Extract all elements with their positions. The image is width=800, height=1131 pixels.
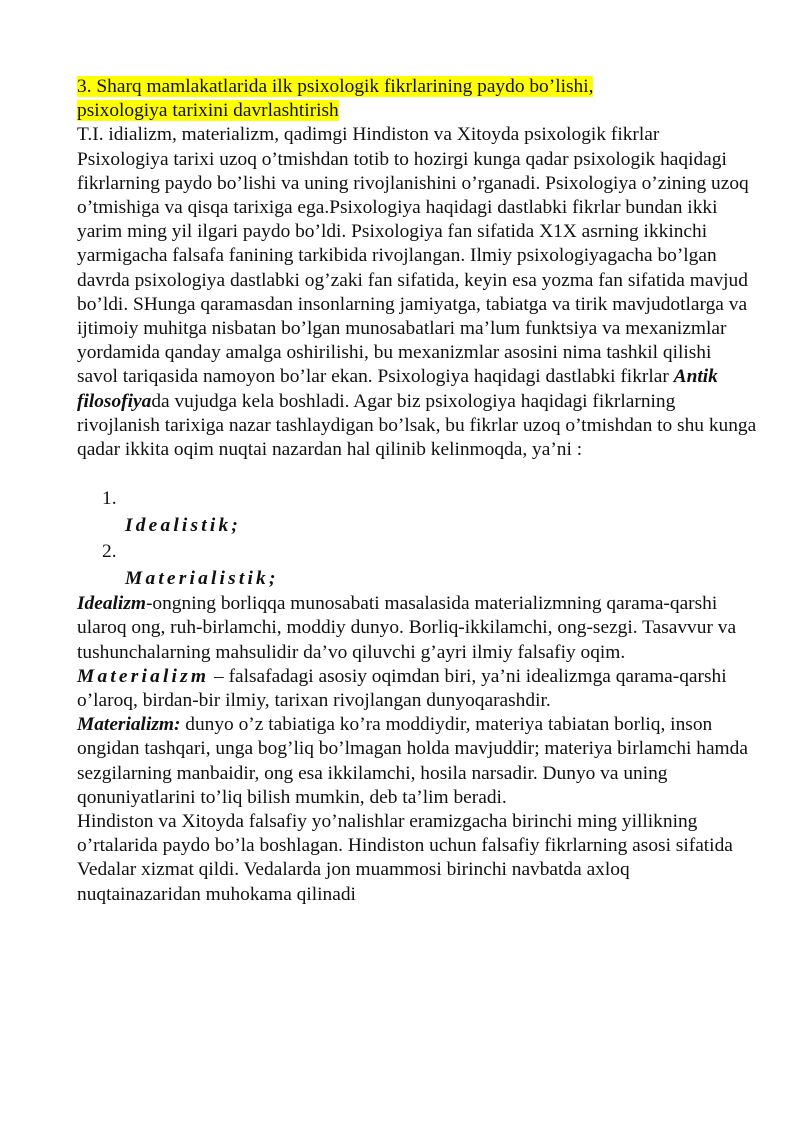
document-page (77, 75, 757, 907)
idealizm-term: Idealizm (77, 593, 146, 615)
heading-line-1: 3. Sharq mamlakatlarida ilk psixologik fikrlarining paydo bo’lishi, (77, 76, 594, 97)
materializm-term: Materializm (77, 665, 210, 687)
list-item-text: Idealistik; (125, 514, 241, 536)
materializm-text: – falsafadagi asosiy oqimdan biri, ya’ni idealizmga qarama-qarshi o’laroq, birdan-bir ilmiy, tarixan rivojlangan dunyoqarashdir. (77, 665, 727, 712)
list-item-number: 1. (102, 488, 117, 510)
closing-paragraph: Hindiston va Xitoyda falsafiy yo’nalishlar eramizgacha birinchi ming yillikning o’rtalarida paydo bo’la boshlagan. Hindiston uchun falsafiy fikrlarning asosi sifatida Vedalar xizmat qildi. Vedalarda jon muammosi birinchi navbatda axloq nuqtainazaridan muhokama qilinadi (77, 811, 733, 905)
idealizm-text: -ongning borliqqa munosabati masalasida materializmning qarama-qarshi ularoq ong, ruh-birlamchi, moddiy dunyo. Borliq-ikkilamchi, ong-sezgi. Tasavvur va tushunchalarning mahsulidir da’vo qiluvchi g’ayri ilmiy falsafiy oqim. (77, 593, 737, 663)
trend-list (77, 486, 757, 592)
materializm-second-text: dunyo o’z tabiatiga ko’ra moddiydir, materiya tabiatan borliq, inson ongidan tashqari, unga bog’liq bo’lmagan holda mavjuddir; materiya birlamchi hamda sezgilarning manbaidir, ong esa ikkilamchi, hosila narsadir. Dunyo va uning qonuniyatlarini to’liq bilish mumkin, deb ta’lim beradi. (77, 714, 748, 808)
antik-filosofiya-term: Antik filosofiya (77, 366, 718, 412)
intro-paragraph (77, 148, 757, 463)
list-item-text: Materialistik; (125, 567, 279, 589)
materializm-second-term: Materializm: (77, 714, 181, 736)
materializm-definition (77, 665, 757, 713)
topic-line: T.I. idializm, materializm, qadimgi Hindiston va Xitoyda psixologik fikrlar (77, 124, 660, 146)
heading-line-2: psixologiya tarixini davrlashtirish (77, 100, 339, 122)
section-heading (77, 75, 757, 123)
list-item-number: 2. (102, 541, 117, 563)
materializm-second-definition (77, 713, 757, 810)
list-item (77, 486, 757, 539)
intro-text-before-term: Psixologiya tarixi uzoq o’tmishdan totib to hozirgi kunga qadar psixologik haqidagi fikrlarning paydo bo’lishi va uning rivojlanishini o’rganadi. Psixologiya o’zining uzoq o’tmishiga va qisqa tarixiga ega.Psixologiya haqidagi dastlabki fikrlar bundan ikki yarim ming yil ilgari paydo bo’ldi. Psixologiya fan sifatida X1X asrning ikkinchi yarmigacha falsafa fanining tarkibida rivojlangan. Ilmiy psixologiyagacha bo’lgan davrda psixologiya dastlabki og’zaki fan sifatida, keyin esa yozma fan sifatida mavjud bo’ldi. SHunga qaramasdan insonlarning jamiyatga, tabiatga va tirik mavjudotlarga va ijtimoiy muhitga nisbatan bo’lgan munosabatlari ma’lum funktsiya va mexanizmlar yordamida qanday amalga oshirilishi, bu mexanizmlar asosini nima tashkil qilishi savol tariqasida namoyon bo’lar ekan. Psixologiya haqidagi dastlabki fikrlar (77, 148, 749, 388)
intro-text-after-term: da vujudga kela boshladi. Agar biz psixologiya haqidagi fikrlarning rivojlanish tarixiga nazar tashlaydigan bo’lsak, bu fikrlar uzoq o’tmishdan to shu kunga qadar ikkita oqim nuqtai nazardan hal qilinib kelinmoqda, ya’ni : (77, 390, 757, 461)
idealizm-definition (77, 592, 757, 665)
list-item (77, 539, 757, 592)
paragraph-spacer (77, 462, 757, 486)
